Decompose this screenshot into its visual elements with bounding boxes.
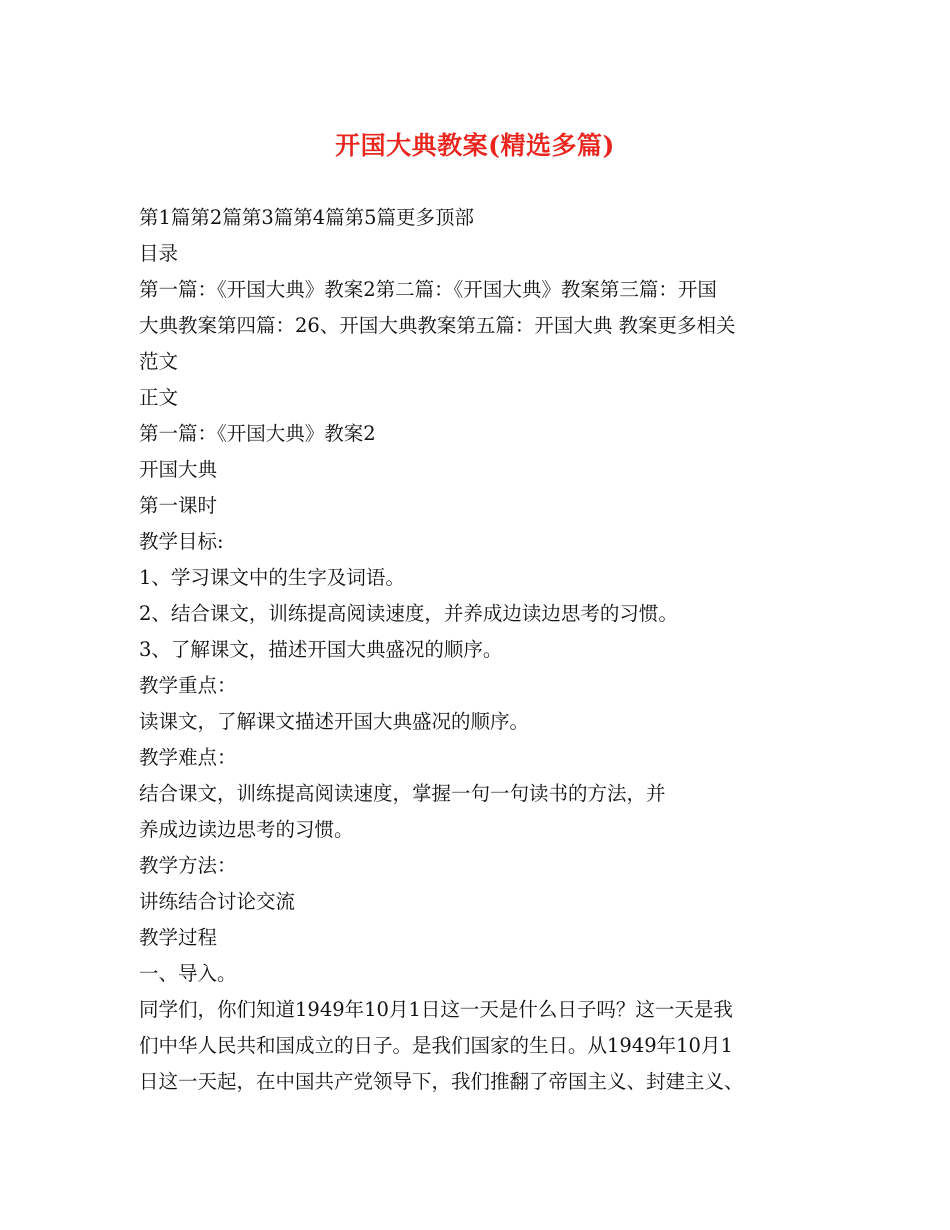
paragraph-line: 日这一天起，在中国共产党领导下，我们推翻了帝国主义、封建主义、 [139,1070,744,1093]
toc-line: 第一篇：《开国大典》教案2第二篇：《开国大典》教案第三篇：开国 [139,278,717,301]
nav-links-line[interactable]: 第1篇第2篇第3篇第4篇第5篇更多顶部 [139,206,475,229]
toc-heading: 目录 [139,242,179,265]
paragraph-line: 读课文，了解课文描述开国大典盛况的顺序。 [139,710,530,733]
paragraph-line: 1、学习课文中的生字及词语。 [139,566,405,589]
paragraph-line: 教学方法： [139,854,237,877]
body-heading: 正文 [139,386,179,409]
paragraph-line: 讲练结合讨论交流 [139,890,296,913]
toc-line: 大典教案第四篇：26、开国大典教案第五篇：开国大典 教案更多相关 [139,314,736,337]
document-body [139,200,829,1100]
paragraph-line: 同学们，你们知道1949年10月1日这一天是什么日子吗？这一天是我 [139,998,733,1021]
paragraph-line: 结合课文，训练提高阅读速度，掌握一句一句读书的方法，并 [139,782,666,805]
paragraph-line: 2、结合课文，训练提高阅读速度，并养成边读边思考的习惯。 [139,602,678,625]
paragraph-line: 教学重点： [139,674,237,697]
section-heading: 第一篇：《开国大典》教案2 [139,422,376,445]
paragraph-line: 第一课时 [139,494,218,517]
paragraph-line: 一、导入。 [139,962,237,985]
paragraph-line: 教学目标: [139,530,224,553]
paragraph-line: 养成边读边思考的习惯。 [139,818,354,841]
document-title: 开国大典教案(精选多篇) [335,131,615,160]
paragraph-line: 教学难点： [139,746,237,769]
paragraph-line: 开国大典 [139,458,218,481]
paragraph-line: 们中华人民共和国成立的日子。是我们国家的生日。从1949年10月1 [139,1034,733,1057]
paragraph-line: 教学过程 [139,926,218,949]
paragraph-line: 3、了解课文，描述开国大典盛况的顺序。 [139,638,503,661]
toc-line: 范文 [139,350,179,373]
